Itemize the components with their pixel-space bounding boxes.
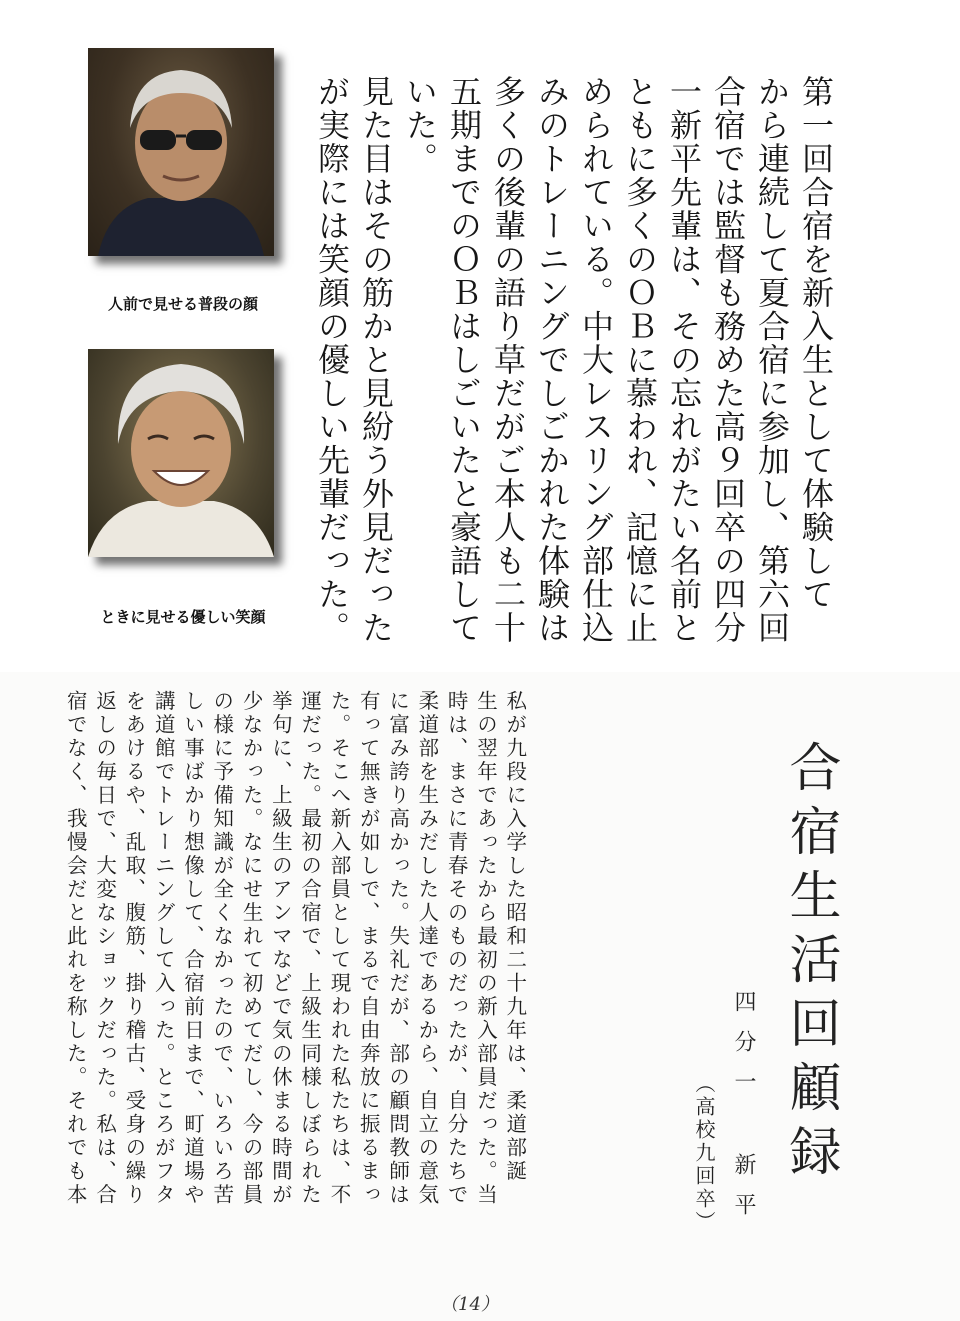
article-affiliation: （高校九回卒） bbox=[692, 1073, 716, 1234]
portrait-photo-normal-face bbox=[88, 48, 274, 256]
photo-caption-smiling-face: ときに見せる優しい笑顔 bbox=[100, 608, 266, 626]
portrait-photo-smiling-face bbox=[88, 349, 274, 557]
intro-paragraph: 第一回合宿を新入生として体験して から連続して夏合宿に参加し、第六回 合宿では監督も務めた高９回卒の四分 一新平先輩は、その忘れがたい名前と ともに多くのＯＢに慕われ、記憶に止 められている。中大レスリング部仕込 みのトレーニングでしごかれた体験は 多くの後輩の語り草だがご本人も二十 五期までのＯＢはしごいたと豪語して いた。 見た目はその筋かと見紛う外見だった が実際には笑顔の優しい先輩だった。 bbox=[313, 75, 835, 645]
article-author: 四分一 新平 bbox=[731, 990, 756, 1233]
portrait-sunglasses-icon bbox=[88, 48, 274, 256]
article-title: 合宿生活回顧録 bbox=[780, 740, 840, 1188]
photo-caption-normal-face: 人前で見せる普段の顔 bbox=[107, 295, 258, 313]
portrait-smiling-icon bbox=[88, 349, 274, 557]
page-number: （14） bbox=[440, 1294, 499, 1315]
article-body: 私が九段に入学した昭和二十九年は、柔道部誕 生の翌年であったから最初の新入部員だった。当 時は、まさに青春そのものだったが、自分たちで 柔道部を生みだした人達であるから、自立の意気 に富み誇り高かった。失礼だが、部の顧問教師は 有って無きが如しで、まるで自由奔放に振るまっ た。そこへ新入部員として現われた私たちは、不 運だった。最初の合宿で、上級生同様しぼられた 挙句に、上級生のアンマなどで気の休まる時間が 少なかった。なにせ生れて初めてだし、今の部員 の様に予備知識が全くなかったので、いろいろ苦 しい事ばかり想像して、合宿前日まで、町道場や 講道館でトレーニングして入った。ところがフタ をあけるや、乱取、腹筋、掛り稽古、受身の繰り 返しの毎日で、大変なショックだった。私は、合 宿でなく、我慢会だと此れを称した。それでも本 bbox=[63, 690, 527, 1207]
